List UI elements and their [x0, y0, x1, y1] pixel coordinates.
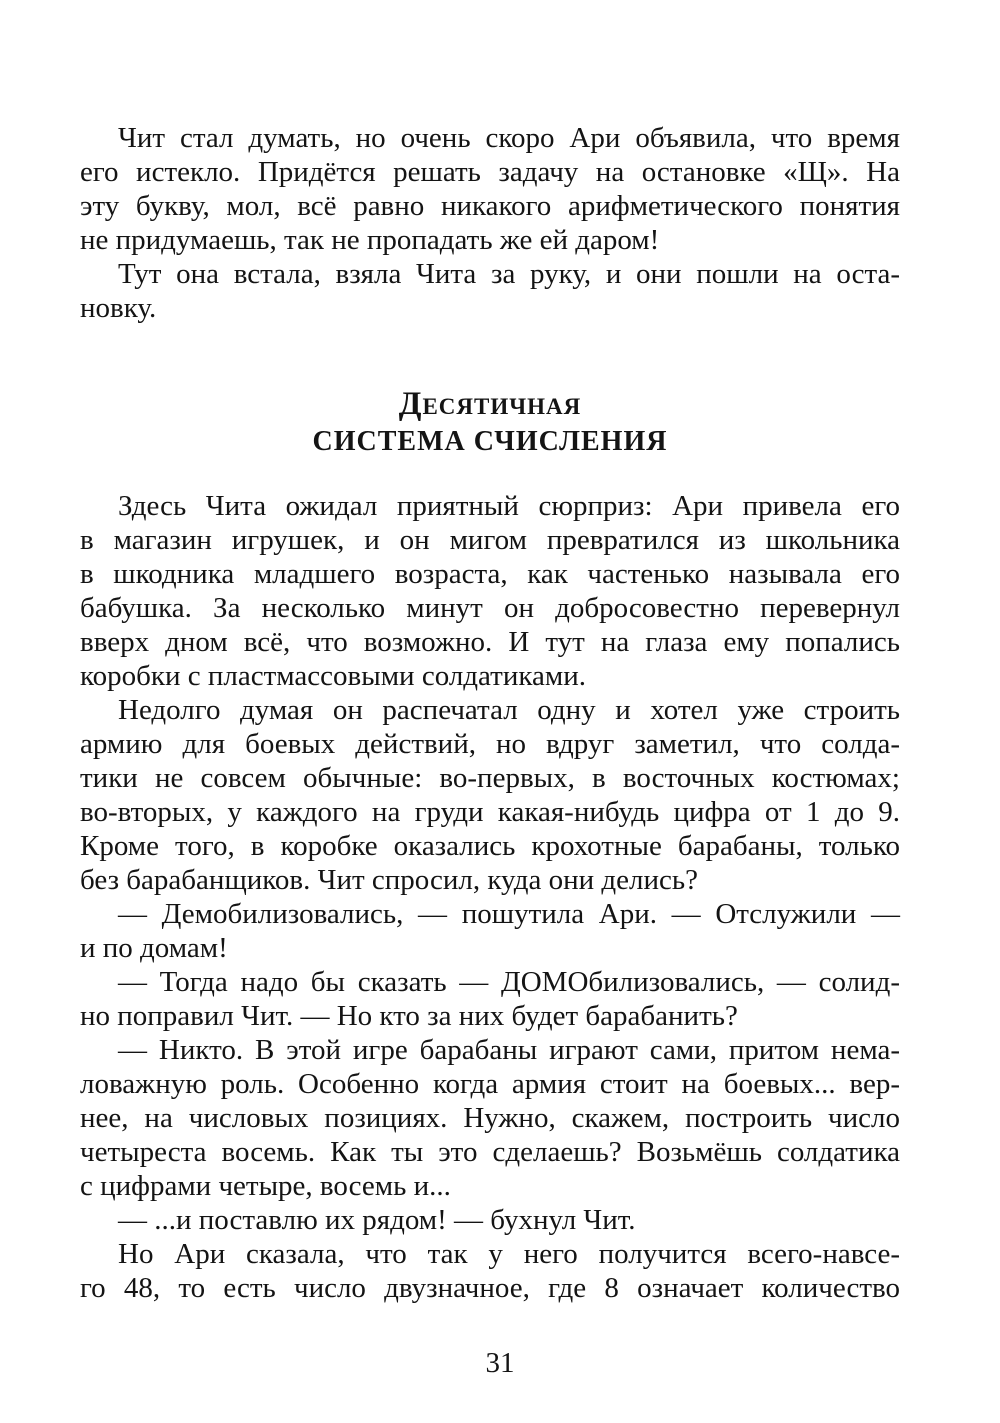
paragraph [80, 257, 900, 325]
text-line: Здесь Чита ожидал приятный сюрприз: Ари привела его [118, 490, 900, 522]
text-line: его истекло. Придётся решать задачу на остановке «Щ». На [80, 156, 900, 188]
text-line: — ...и поставлю их рядом! — бухнул Чит. [118, 1204, 636, 1236]
text-line: Кроме того, в коробке оказались крохотные барабаны, только [80, 830, 900, 862]
text-line: четыреста восемь. Как ты это сделаешь? Возьмёшь солдатика [80, 1136, 900, 1168]
text-line: Недолго думая он распечатал одну и хотел уже строить [118, 694, 900, 726]
text-line: не придумаешь, так не пропадать же ей даром! [80, 224, 660, 256]
text-line: без барабанщиков. Чит спросил, куда они делись? [80, 864, 698, 896]
chapter-title: Десятичная [398, 386, 582, 422]
text-line: — Никто. В этой игре барабаны играют сами, притом нема- [118, 1034, 900, 1066]
text-line: эту букву, мол, всё равно никакого арифметического понятия [80, 190, 900, 222]
dialogue-paragraph [80, 1033, 900, 1203]
paragraph [80, 1237, 900, 1305]
text-line: с цифрами четыре, восемь и... [80, 1170, 451, 1202]
text-line: но поправил Чит. — Но кто за них будет барабанить? [80, 1000, 738, 1032]
text-line: бабушка. За несколько минут он добросовестно перевернул [80, 592, 900, 624]
paragraph [80, 693, 900, 897]
text-line: Но Ари сказала, что так у него получится всего-навсе- [118, 1238, 900, 1270]
text-block-body [80, 489, 900, 1305]
dialogue-paragraph [80, 897, 900, 965]
text-line: го 48, то есть число двузначное, где 8 означает количество [80, 1272, 900, 1304]
page-number: 31 [485, 1347, 515, 1379]
text-line: Чит стал думать, но очень скоро Ари объявила, что время [118, 122, 900, 154]
paragraph [80, 121, 900, 257]
text-line: и по домам! [80, 932, 228, 964]
text-block-top [80, 121, 900, 325]
text-line: ловажную роль. Особенно когда армия стоит на боевых... вер- [80, 1068, 900, 1100]
text-line: Тут она встала, взяла Чита за руку, и они пошли на оста- [118, 258, 900, 290]
text-line: — Тогда надо бы сказать — ДОМОбилизовались, — солид- [118, 966, 900, 998]
text-line: — Демобилизовались, — пошутила Ари. — Отслужили — [118, 898, 900, 930]
text-line: во-вторых, у каждого на груди какая-нибудь цифра от 1 до 9. [80, 796, 900, 828]
text-line: нее, на числовых позициях. Нужно, скажем, построить число [80, 1102, 900, 1134]
text-line: тики не совсем обычные: во-первых, в восточных костюмах; [80, 762, 900, 794]
chapter-subtitle: СИСТЕМА СЧИСЛЕНИЯ [312, 426, 668, 457]
text-line: новку. [80, 292, 157, 324]
dialogue-paragraph [80, 1203, 900, 1237]
text-line: в шкодника младшего возраста, как частенько называла его [80, 558, 900, 590]
text-line: армию для боевых действий, но вдруг заметил, что солда- [80, 728, 900, 760]
text-line: вверх дном всё, что возможно. И тут на глаза ему попались [80, 626, 900, 658]
text-line: в магазин игрушек, и он мигом превратился из школьника [80, 524, 900, 556]
paragraph [80, 489, 900, 693]
dialogue-paragraph [80, 965, 900, 1033]
text-line: коробки с пластмассовыми солдатиками. [80, 660, 586, 692]
